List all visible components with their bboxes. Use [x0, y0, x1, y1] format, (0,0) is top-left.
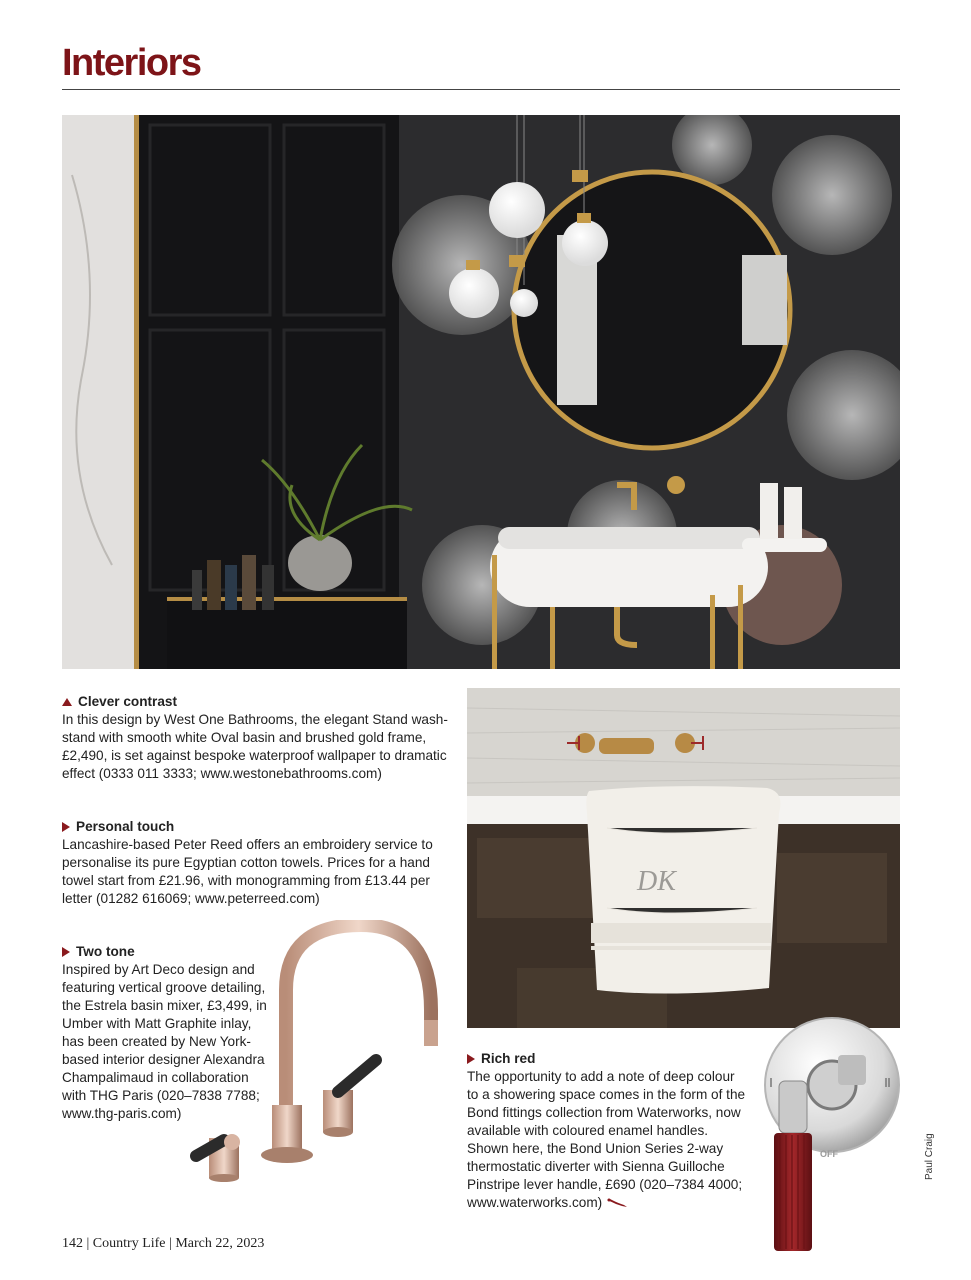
towel-monogram: DK [637, 866, 676, 897]
title-rule [62, 89, 900, 90]
triangle-right-icon [467, 1054, 475, 1064]
diverter-photo [760, 1015, 905, 1255]
item-clever-contrast-title: Clever contrast [78, 694, 177, 709]
item-personal-touch-heading [62, 818, 452, 836]
item-two-tone-body: Inspired by Art Deco design and featuring vertical groove detailing, the Estrela basin mixer, £3,499, in Umber with Matt Graphite inlay, has been created by New York-based interior designer Alexandra Champalimaud in collaboration with THG Paris (020–7838 7788; www.thg-paris.com) [62, 962, 267, 1121]
triangle-right-icon [62, 947, 70, 957]
valve-off-label: OFF [820, 1149, 838, 1159]
bathroom-photo [62, 115, 900, 669]
item-personal-touch [62, 818, 452, 908]
pheasant-end-mark-icon [606, 1198, 628, 1208]
item-clever-contrast-heading [62, 693, 454, 711]
item-personal-touch-title: Personal touch [76, 819, 175, 834]
towel-photo [467, 688, 900, 1028]
item-rich-red [467, 1050, 749, 1212]
section-title: Interiors [62, 42, 201, 84]
item-two-tone-heading [62, 943, 272, 961]
triangle-up-icon [62, 698, 72, 706]
item-rich-red-title: Rich red [481, 1051, 536, 1066]
item-rich-red-body [467, 1068, 749, 1212]
item-clever-contrast-body: In this design by West One Bathrooms, the elegant Stand wash-stand with smooth white Oval basin and brushed gold frame, £2,490, is set against bespoke waterproof wallpaper to dramatic effect (0333 011 3333; www.westonebathrooms.com) [62, 712, 448, 781]
item-personal-touch-body: Lancashire-based Peter Reed offers an embroidery service to personalise its pure Egyptian cotton towels. Prices for a hand towel start from £21.96, with monogramming from £13.44 per letter (01282 616069; www.peterreed.com) [62, 837, 433, 906]
item-clever-contrast [62, 693, 454, 783]
item-rich-red-heading [467, 1050, 749, 1068]
item-two-tone-title: Two tone [76, 944, 135, 959]
item-rich-red-body-text: The opportunity to add a note of deep colour to a showering space comes in the form of the Bond fittings collection from Waterworks, now available with coloured enamel handles. Shown here, the Bond Union Series 2-way thermostatic diverter with Sienna Guilloche Pinstripe lever handle, £690 (020–7384 4000; www.waterworks.com) [467, 1069, 746, 1210]
triangle-right-icon [62, 822, 70, 832]
item-two-tone [62, 943, 272, 1123]
photo-credit: Paul Craig [924, 1133, 935, 1180]
page-footer: 142 | Country Life | March 22, 2023 [62, 1236, 265, 1251]
